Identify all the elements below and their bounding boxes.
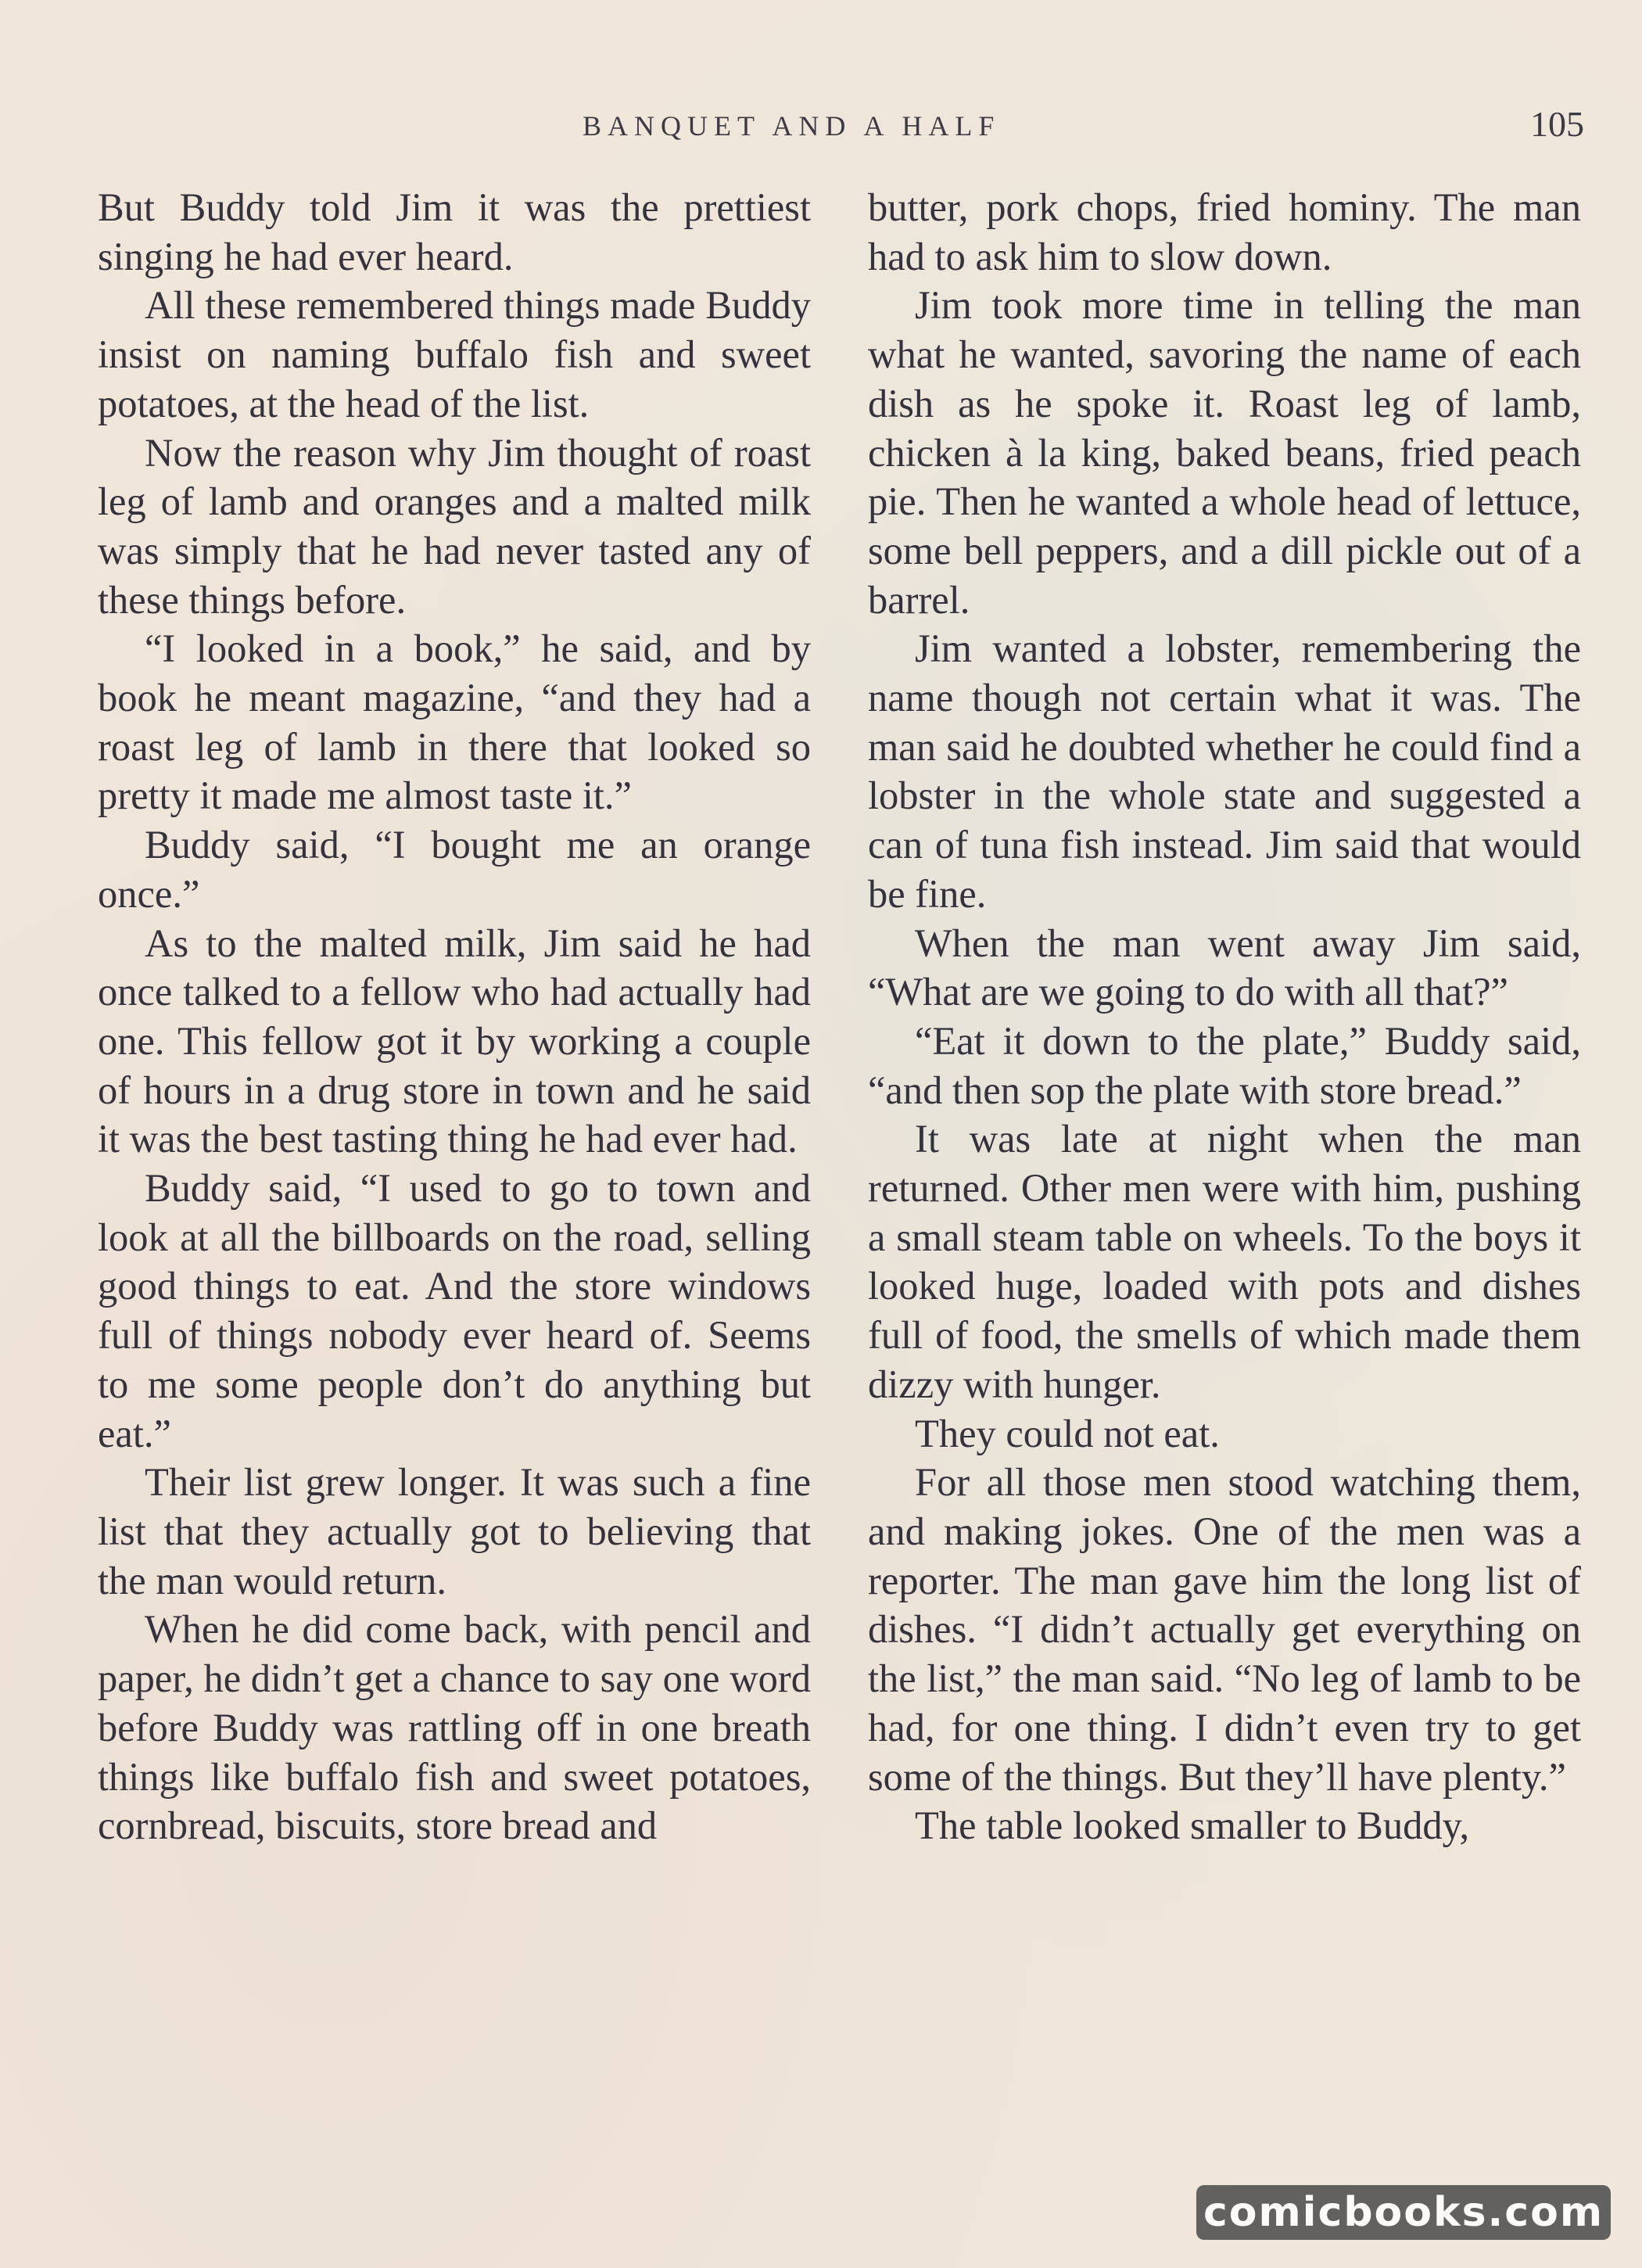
paragraph: “Eat it down to the plate,” Buddy said, “and then sop the plate with store bread.” — [868, 1018, 1581, 1112]
right-column — [868, 183, 1581, 1850]
running-head: BANQUET AND A HALF — [583, 110, 1001, 142]
paragraph: Jim wanted a lobster, remembering the name though not certain what it was. The man said he doubted whether he could find a lobster in the whole state and suggested a can of tuna fish instead. Jim said that would be fine. — [868, 626, 1581, 916]
paragraph: Their list grew longer. It was such a fine list that they actually got to believing that the man would return. — [98, 1460, 811, 1602]
paragraph: They could not eat. — [915, 1411, 1220, 1455]
left-column — [98, 183, 811, 1850]
paragraph: “I looked in a book,” he said, and by book he meant magazine, “and they had a roast leg of lamb in there that looked so pretty it made me almost taste it.” — [98, 626, 811, 818]
paragraph: Buddy said, “I bought me an orange once.” — [98, 823, 811, 916]
paragraph: The table looked smaller to Buddy, — [915, 1803, 1470, 1848]
paragraph: butter, pork chops, fried hominy. The man had to ask him to slow down. — [868, 185, 1581, 278]
paragraph: When the man went away Jim said, “What are we going to do with all that?” — [868, 920, 1581, 1014]
page-number: 105 — [1530, 104, 1584, 144]
paragraph: Now the reason why Jim thought of roast leg of lamb and oranges and a malted milk was simply that he had never tasted any of these things before. — [98, 430, 811, 622]
paragraph: All these remembered things made Buddy insist on naming buffalo fish and sweet potatoes, at the head of the list. — [98, 283, 811, 425]
paragraph: Jim took more time in telling the man what he wanted, savoring the name of each dish as he spoke it. Roast leg of lamb, chicken à la king, baked beans, fried peach pie. Then he wanted a whole head of lettuce, some bell peppers, and a dill pickle out of a barrel. — [868, 283, 1581, 622]
paragraph: But Buddy told Jim it was the prettiest singing he had ever heard. — [98, 185, 811, 278]
paragraph: For all those men stood watching them, and making jokes. One of the men was a reporter. The man gave him the long list of dishes. “I didn’t actually get everything on the list,” the man said. “No leg of lamb to be had, for one thing. I didn’t even try to get some of the things. But they’ll have plenty.” — [868, 1460, 1581, 1799]
paragraph: When he did come back, with pencil and paper, he didn’t get a chance to say one word before Buddy was rattling off in one breath things like buffalo fish and sweet potatoes, cornbread, biscuits, store bread and — [98, 1607, 811, 1848]
paragraph: As to the malted milk, Jim said he had once talked to a fellow who had actually had one. This fellow got it by working a couple of hours in a drug store in town and he said it was the best tasting thing he had ever had. — [98, 920, 811, 1161]
site-watermark: comicbooks.com — [1196, 2185, 1611, 2240]
paragraph: Buddy said, “I used to go to town and look at all the billboards on the road, selling good things to eat. And the store windows full of things nobody ever heard of. Seems to me some people don’t do anything but eat.” — [98, 1166, 811, 1455]
paragraph: It was late at night when the man returned. Other men were with him, pushing a small steam table on wheels. To the boys it looked huge, loaded with pots and dishes full of food, the smells of which made them dizzy with hunger. — [868, 1117, 1581, 1406]
